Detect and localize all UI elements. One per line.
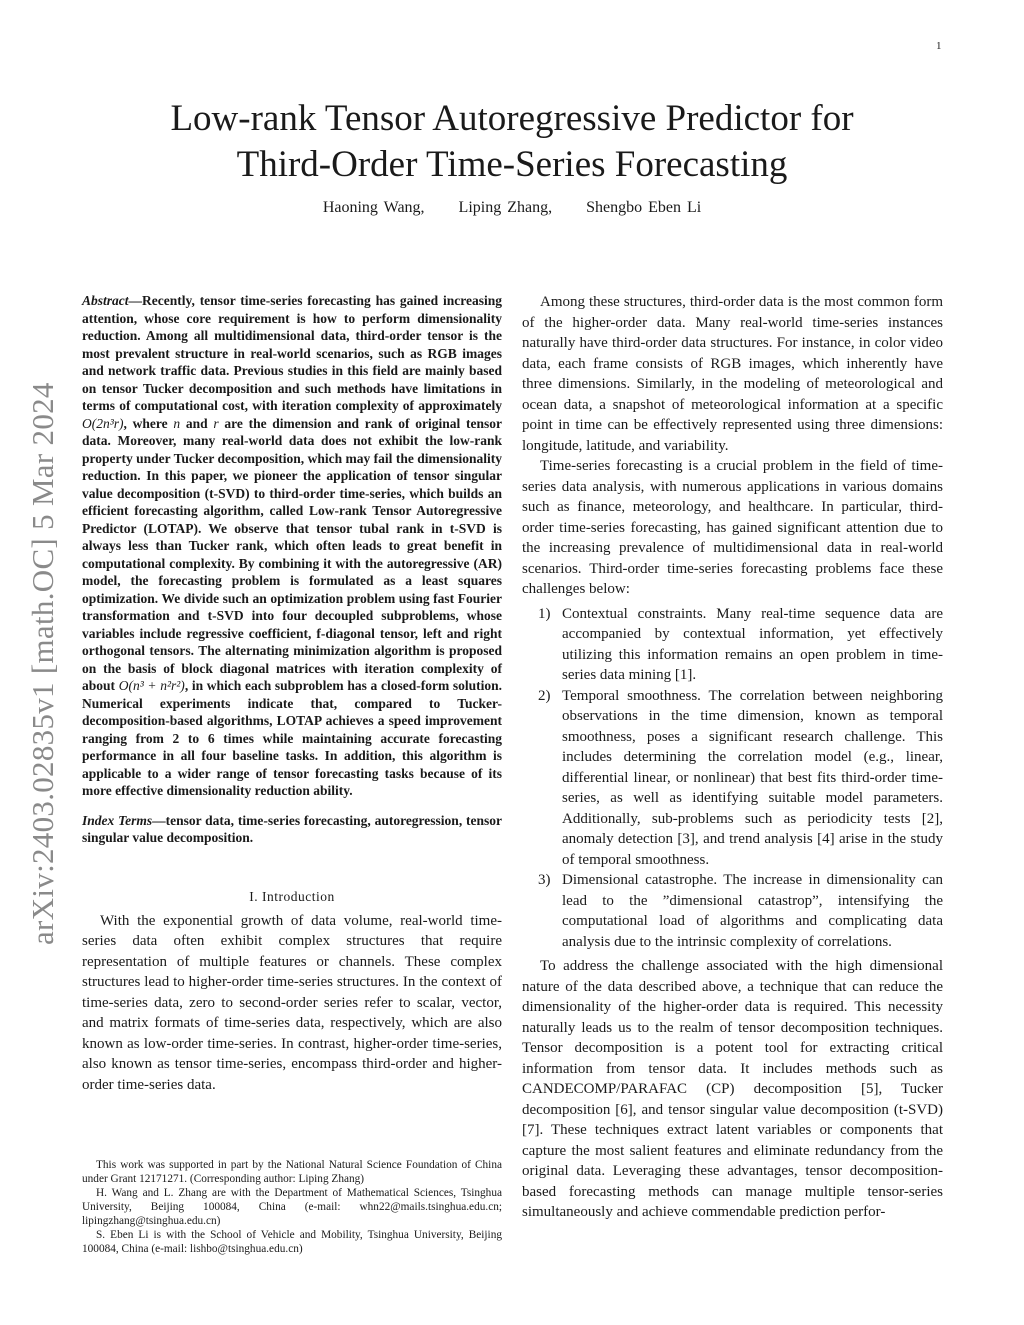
index-terms-label: Index Terms (82, 812, 153, 828)
author-name: Liping Zhang, (458, 199, 553, 216)
page-number: 1 (936, 40, 942, 52)
list-item-text: Temporal smoothness. The correlation between neighboring observations in the time dimension, known as temporal smoothness, poses a significant research challenge. This includes determining the correlation model (e.g., linear, differential linear, or nonlinear) that best fits third-order time-series, as well as identifying suitable model parameters. Additionally, sub-problems such as periodicity tests [2], anomaly detection [3], and trend analysis [4] arise in the study of temporal smoothness. (562, 687, 943, 868)
math-expression: O(2n³r) (82, 415, 124, 431)
title-line-1: Low-rank Tensor Autoregressive Predictor for (170, 98, 854, 139)
abstract (82, 292, 502, 800)
author-name: Haoning Wang, (322, 199, 425, 216)
abstract-text: —Recently, tensor time-series forecasting has gained increasing attention, whose core requirement is how to perform dimensionality reduction. Among all multidimensional data, third-order tensor is the most prevalent structure in real-world scenarios, such as RGB images and network traffic data. Previous studies in this field are mainly based on tensor Tucker decomposition and such methods have limitations in terms of computational cost, with iteration complexity of approximately (82, 293, 502, 413)
footnote: This work was supported in part by the National Natural Science Foundation of China under Grant 12171271. (Corresponding author: Liping Zhang) (82, 1159, 502, 1185)
abstract-text: and (180, 415, 214, 431)
math-expression: n (173, 415, 181, 431)
list-item (522, 870, 943, 952)
author-list (80, 199, 944, 217)
list-item (522, 686, 943, 871)
math-expression: r (213, 415, 219, 431)
list-item-number: 2) (538, 687, 551, 704)
list-item-number: 3) (538, 872, 551, 888)
index-terms-text: —tensor data, time-series forecasting, autoregression, tensor singular value decomposition. (82, 812, 502, 845)
abstract-text: , where (123, 415, 174, 431)
author-name: Shengbo Eben Li (586, 199, 702, 216)
right-column (522, 292, 943, 1223)
body-paragraph: Time-series forecasting is a crucial problem in the field of time-series data analysis, with numerous applications in various domains such as finance, meteorology, and healthcare. In particular, third-order time-series forecasting, has gained significant attention due to the increasing prevalence of multidimensional data in real-world scenarios. Third-order time-series forecasting problems face these challenges below: (522, 458, 943, 597)
left-column (82, 292, 502, 1095)
title-line-2: Third-Order Time-Series Forecasting (236, 144, 788, 185)
abstract-text: , in which each subproblem has a closed-form solution. Numerical experiments indicate that, compared to Tucker-decomposition-based algorithms, LOTAP achieves a speed improvement ranging from 2 to 6 times while maintaining accurate forecasting performance in all four baseline tasks. In addition, this algorithm is applicable to a wider range of tensor forecasting tasks because of its more effective dimensionality reduction ability. (82, 678, 503, 798)
list-item-text: Contextual constraints. Many real-time sequence data are accompanied by contextual information, yet effectively utilizing this information remains an open problem in time-series data mining [1]. (562, 605, 943, 683)
arxiv-identifier-stamp: arXiv:2403.02835v1 [math.OC] 5 Mar 2024 (25, 382, 60, 945)
footnote: S. Eben Li is with the School of Vehicle and Mobility, Tsinghua University, Beijing 100084, China (e-mail: lishbo@tsinghua.edu.cn) (82, 1229, 502, 1255)
math-expression: O(n³ + n²r²) (118, 678, 185, 693)
list-item (522, 604, 943, 686)
footnotes (82, 1158, 502, 1256)
abstract-text: are the dimension and rank of original tensor data. Moreover, many real-world data does not exhibit the low-rank property under Tucker decomposition, which may fail the dimensionality reduction. In this paper, we pioneer the application of tensor singular value decomposition (t-SVD) to third-order time-series, which builds an efficient forecasting algorithm, called Low-rank Tensor Autoregressive Predictor (LOTAP). We observe that tensor tubal rank in t-SVD is always less than Tucker rank, which often leads to great benefit in computational complexity. By combining it with the autoregressive (AR) model, the forecasting problem is formulated as a least squares optimization. We divide such an optimization problem using fast Fourier transformation and t-SVD into four decoupled subproblems, whose variables include regressive coefficient, f-diagonal tensor, left and right orthogonal tensors. The alternating minimization algorithm is proposed on the basis of block diagonal matrices with iteration complexity of about (82, 415, 502, 693)
section-heading: I. Introduction (249, 888, 335, 904)
body-paragraph: Among these structures, third-order data is the most common form of the higher-order data. Many real-world time-series instances naturally have third-order data structures. For instance, in color video data, each frame consists of RGB images, which inherently have three dimensions. Similarly, in the modeling of meteorological and ocean data, a snapshot of meteorological information at a specific point in time can be effectively represented using three dimensions: longitude, latitude, and variability. (522, 294, 943, 454)
paper-title (80, 96, 944, 188)
list-item-text: Dimensional catastrophe. The increase in dimensionality can lead to the ”dimensional catastrop”, intensifying the computational load of algorithms and complicating data analysis due to the intrinsic complexity of correlations. (562, 872, 943, 950)
challenge-list (522, 604, 943, 953)
footnote: H. Wang and L. Zhang are with the Department of Mathematical Sciences, Tsinghua University, Beijing 100084, China (e-mail: whn22@mails.tsinghua.edu.cn; lipingzhang@tsinghua.edu.cn) (82, 1187, 502, 1227)
intro-paragraph: With the exponential growth of data volume, real-world time-series data often exhibit complex structures that require representation of multiple features or channels. These complex structures lead to higher-order time-series structures. In the context of time-series data, zero to second-order series refer to scalar, vector, and matrix formats of time-series data, respectively, which are also known as low-order time-series. In contrast, higher-order time-series, also known as tensor time-series, encompass third-order and higher-order time-series data. (82, 912, 502, 1093)
abstract-label: Abstract (82, 293, 129, 308)
body-paragraph: To address the challenge associated with the high dimensional nature of the data described above, a technique that can reduce the dimensionality of the higher-order data is required. This necessity naturally leads us to the realm of tensor decomposition techniques. Tensor decomposition is a potent tool for extracting critical information from tensor data. It includes methods such as CANDECOMP/PARAFAC (CP) decomposition [5], Tucker decomposition [6], and tensor singular value decomposition (t-SVD) [7]. These techniques extract latent variables or components that capture the most salient features and eliminate redundancy from the original data. Leveraging these advantages, tensor decomposition-based forecasting methods can manage multiple tensor-series simultaneously and achieve commendable prediction perfor- (522, 958, 943, 1220)
list-item-number: 1) (538, 605, 551, 622)
index-terms (82, 812, 502, 847)
